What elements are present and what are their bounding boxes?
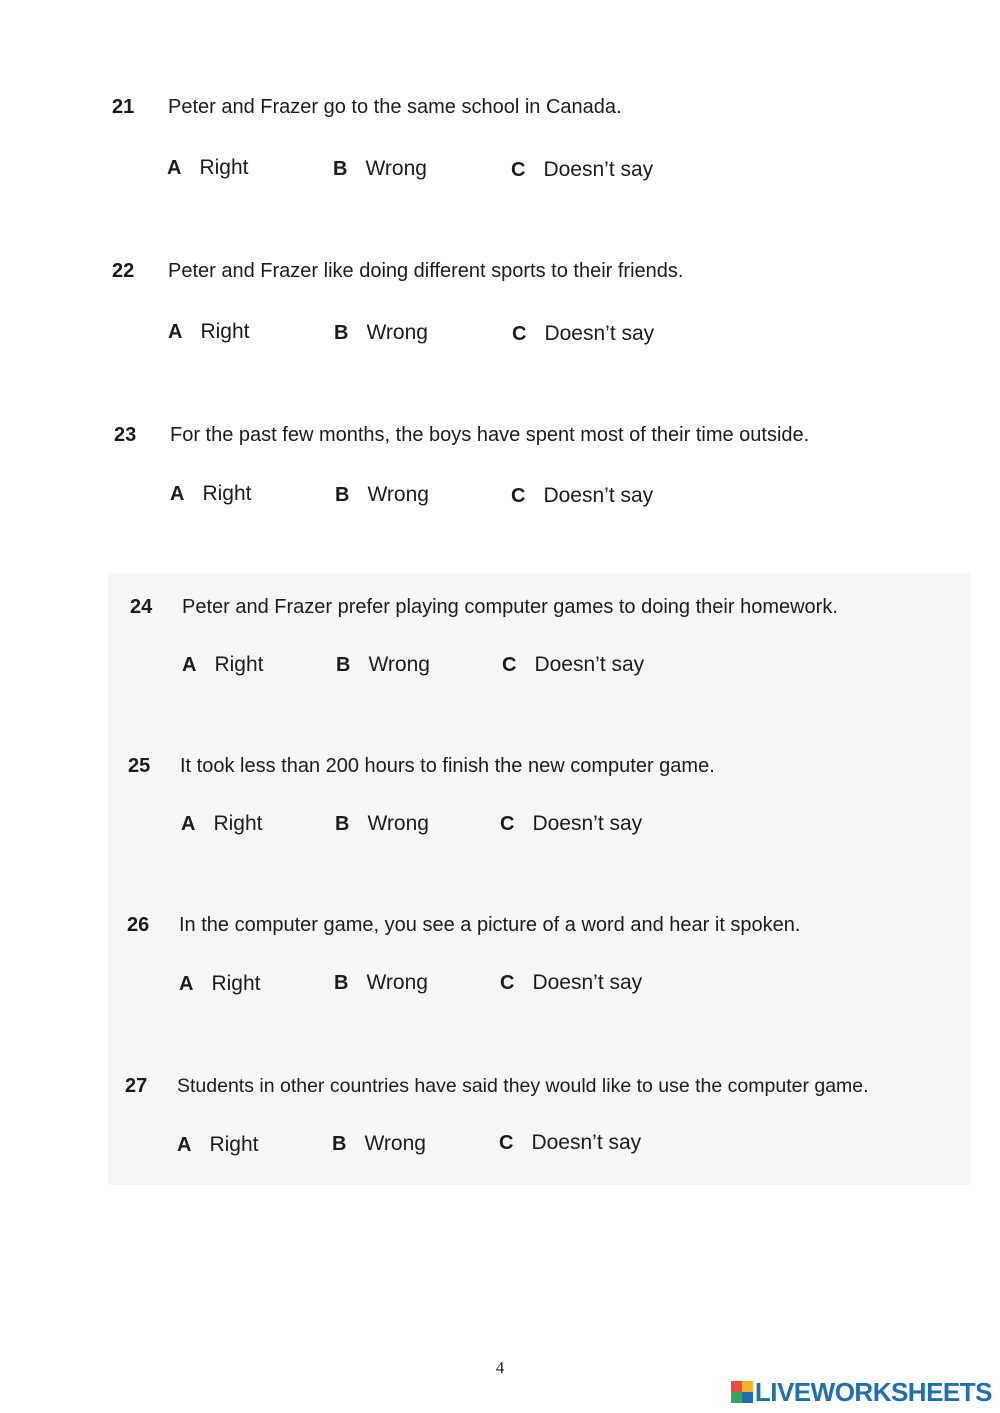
option-a[interactable]: A Right bbox=[181, 812, 263, 835]
option-c[interactable]: C Doesn’t say bbox=[512, 322, 655, 345]
option-a[interactable]: A Right bbox=[168, 320, 250, 343]
question-number: 26 bbox=[127, 914, 150, 936]
question-text: Peter and Frazer like doing different sports to their friends. bbox=[168, 260, 684, 282]
option-b[interactable]: B Wrong bbox=[333, 157, 427, 180]
option-c[interactable]: C Doesn’t say bbox=[502, 653, 645, 676]
option-b[interactable]: B Wrong bbox=[336, 653, 430, 676]
option-a[interactable]: A Right bbox=[177, 1133, 259, 1156]
option-a[interactable]: A Right bbox=[182, 653, 264, 676]
option-c[interactable]: C Doesn’t say bbox=[499, 1131, 642, 1154]
option-c[interactable]: C Doesn’t say bbox=[500, 812, 643, 835]
brand-name: LIVEWORKSHEETS bbox=[754, 1376, 992, 1407]
liveworksheets-brand[interactable] bbox=[731, 1377, 992, 1407]
question-number: 27 bbox=[125, 1075, 148, 1097]
question-number: 23 bbox=[114, 424, 137, 446]
option-a[interactable]: A Right bbox=[179, 972, 261, 995]
option-c[interactable]: C Doesn’t say bbox=[511, 484, 654, 507]
option-a[interactable]: A Right bbox=[170, 482, 252, 505]
option-b[interactable]: B Wrong bbox=[334, 321, 428, 344]
question-number: 21 bbox=[112, 96, 135, 118]
option-c[interactable]: C Doesn’t say bbox=[500, 971, 643, 994]
option-b[interactable]: B Wrong bbox=[335, 812, 429, 835]
question-text: Peter and Frazer prefer playing computer games to doing their homework. bbox=[182, 596, 838, 618]
question-text: Peter and Frazer go to the same school in Canada. bbox=[168, 96, 622, 118]
question-number: 24 bbox=[130, 596, 153, 618]
option-b[interactable]: B Wrong bbox=[332, 1132, 426, 1155]
option-b[interactable]: B Wrong bbox=[335, 483, 429, 506]
page-number: 4 bbox=[495, 1358, 505, 1377]
question-text: For the past few months, the boys have spent most of their time outside. bbox=[170, 424, 810, 446]
question-text: Students in other countries have said they would like to use the computer game. bbox=[177, 1075, 869, 1097]
question-text: It took less than 200 hours to finish the new computer game. bbox=[180, 755, 715, 777]
liveworksheets-logo-icon bbox=[731, 1381, 753, 1403]
option-b[interactable]: B Wrong bbox=[334, 971, 428, 994]
option-c[interactable]: C Doesn’t say bbox=[511, 158, 654, 181]
question-text: In the computer game, you see a picture of a word and hear it spoken. bbox=[179, 914, 801, 936]
question-number: 25 bbox=[128, 755, 151, 777]
option-a[interactable]: A Right bbox=[167, 156, 249, 179]
question-number: 22 bbox=[112, 260, 135, 282]
